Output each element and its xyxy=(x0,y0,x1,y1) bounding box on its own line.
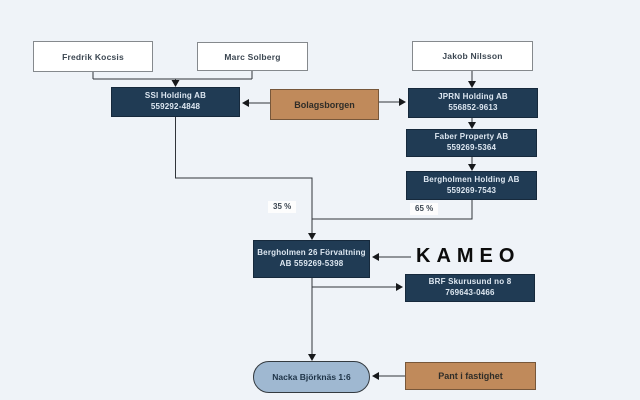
arrowhead-faber-top xyxy=(468,122,476,129)
ssi-holding-org-no: 559292-4848 xyxy=(150,102,201,111)
jprn-holding-org-no: 556852-9613 xyxy=(448,103,498,112)
kameo-logo: KAMEO xyxy=(416,245,521,267)
arrowhead-brf-left xyxy=(396,283,403,291)
arrowhead-ssi-top xyxy=(172,80,180,87)
node-jakob-nilsson xyxy=(412,41,533,71)
ownership-label-35-percent: 35 % xyxy=(268,201,296,213)
marc-solberg-label: Marc Solberg xyxy=(224,51,281,62)
faber-property-name: Faber Property AB xyxy=(434,132,509,142)
node-pant-i-fastighet xyxy=(405,362,536,390)
connector-bergholmen26-to-brf xyxy=(312,278,396,287)
bergholmen26-org-no: 559269-5398 xyxy=(294,259,344,268)
brf-skurusund-name: BRF Skurusund no 8 xyxy=(428,277,512,287)
node-marc-solberg xyxy=(197,42,308,71)
node-brf-skurusund xyxy=(405,274,535,302)
node-bergholmen26-forvaltning xyxy=(253,240,370,278)
bergholmen26-name: Bergholmen 26 Förvaltning AB xyxy=(257,248,366,268)
node-fredrik-kocsis xyxy=(33,41,153,72)
connector-fredrik-marc-to-ssi xyxy=(93,71,252,81)
connector-bergholmen-holding-to-junction xyxy=(312,200,472,219)
brf-skurusund-org-no: 769643-0466 xyxy=(445,288,495,297)
node-bergholmen-holding xyxy=(406,171,537,200)
arrowhead-property-top xyxy=(308,354,316,361)
bolagsborgen-label: Bolagsborgen xyxy=(294,99,355,110)
node-property-nacka-bjorknas xyxy=(253,361,370,393)
node-jprn-holding xyxy=(408,88,538,118)
node-faber-property xyxy=(406,129,537,157)
connector-ssi-to-bergholmen26 xyxy=(176,117,313,233)
ssi-holding-name: SSI Holding AB xyxy=(144,91,207,101)
bergholmen26-text xyxy=(257,248,367,270)
arrowhead-bergholmen26-right xyxy=(372,253,379,261)
fredrik-kocsis-label: Fredrik Kocsis xyxy=(62,51,124,62)
arrowhead-jprn-top xyxy=(468,81,476,88)
property-label: Nacka Björknäs 1:6 xyxy=(272,372,351,382)
node-ssi-holding xyxy=(111,87,240,117)
bergholmen-holding-org-no: 559269-7543 xyxy=(446,185,497,195)
bergholmen-holding-name: Bergholmen Holding AB xyxy=(423,174,520,184)
arrowhead-bergholmen-holding-top xyxy=(468,164,476,171)
pant-i-fastighet-label: Pant i fastighet xyxy=(438,371,503,381)
jakob-nilsson-label: Jakob Nilsson xyxy=(442,51,503,61)
arrowhead-bergholmen26-top xyxy=(308,233,316,240)
node-bolagsborgen xyxy=(270,89,379,120)
ownership-label-65-percent: 65 % xyxy=(410,203,438,215)
arrowhead-jprn-left xyxy=(399,98,406,106)
jprn-holding-name: JPRN Holding AB xyxy=(438,92,508,102)
faber-property-org-no: 559269-5364 xyxy=(446,143,497,152)
arrowhead-ssi-right xyxy=(242,99,249,107)
arrowhead-property-right xyxy=(372,372,379,380)
